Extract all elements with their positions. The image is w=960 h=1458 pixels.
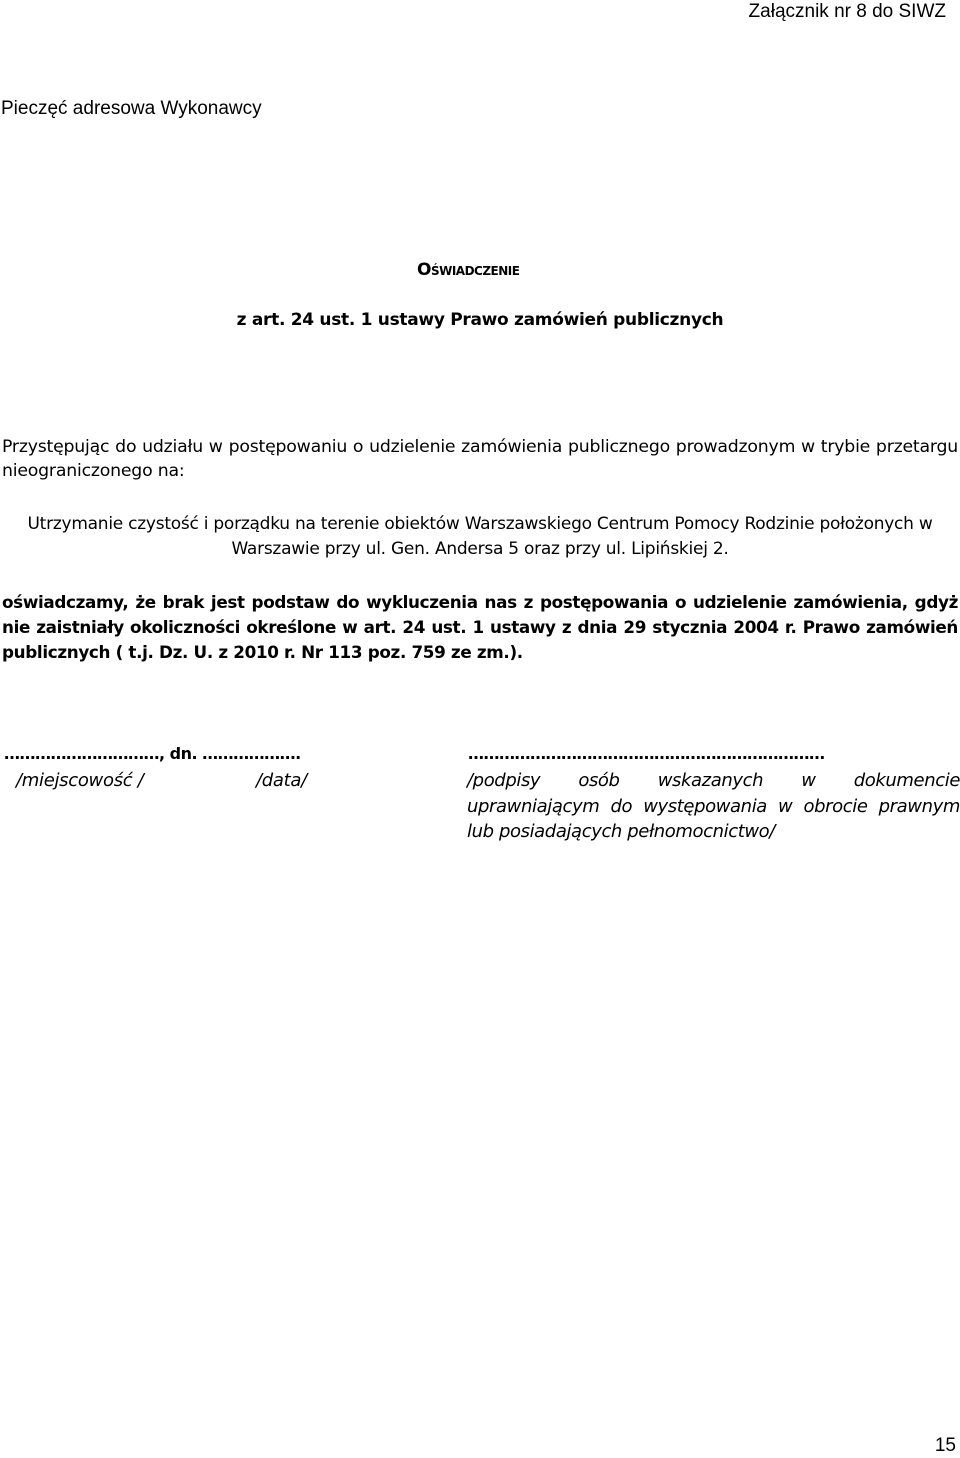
signature-label: /podpisy osób wskazanych w dokumencie uprawniającym do występowania w obrocie prawnym lub posiadających pełnomocnictwo/ [467,770,960,842]
page-number: 15 [934,1435,956,1456]
contract-subject: Utrzymanie czystość i porządku na terenie obiektów Warszawskiego Centrum Pomocy Rodzinie położonych w Warszawie przy ul. Gen. Andersa 5 oraz przy ul. Lipińskiej 2. [27,514,933,559]
stamp-label: Pieczęć adresowa Wykonawcy [1,98,262,119]
document-title: Oświadczenie [417,260,520,280]
signature-fill-line: …………………………………………………………… [468,744,825,763]
intro-paragraph: Przystępując do udziału w postępowaniu o udzielenie zamówienia publicznego prowadzonym w trybie przetargu nieograniczonego na: [2,437,958,481]
date-label: /data/ [256,770,307,791]
place-label: /miejscowość / [16,770,144,791]
annex-label: Załącznik nr 8 do SIWZ [748,1,946,22]
document-subtitle: z art. 24 ust. 1 ustawy Prawo zamówień publicznych [236,310,724,330]
place-date-fill-line: …………………………, dn. ………………. [4,744,301,763]
declaration-paragraph: oświadczamy, że brak jest podstaw do wykluczenia nas z postępowania o udzielenie zamówienia, gdyż nie zaistniały okoliczności określone w art. 24 ust. 1 ustawy z dnia 29 stycznia 2004 r. Prawo zamówień publicznych ( t.j. Dz. U. z 2010 r. Nr 113 poz. 759 ze zm.). [2,592,958,662]
